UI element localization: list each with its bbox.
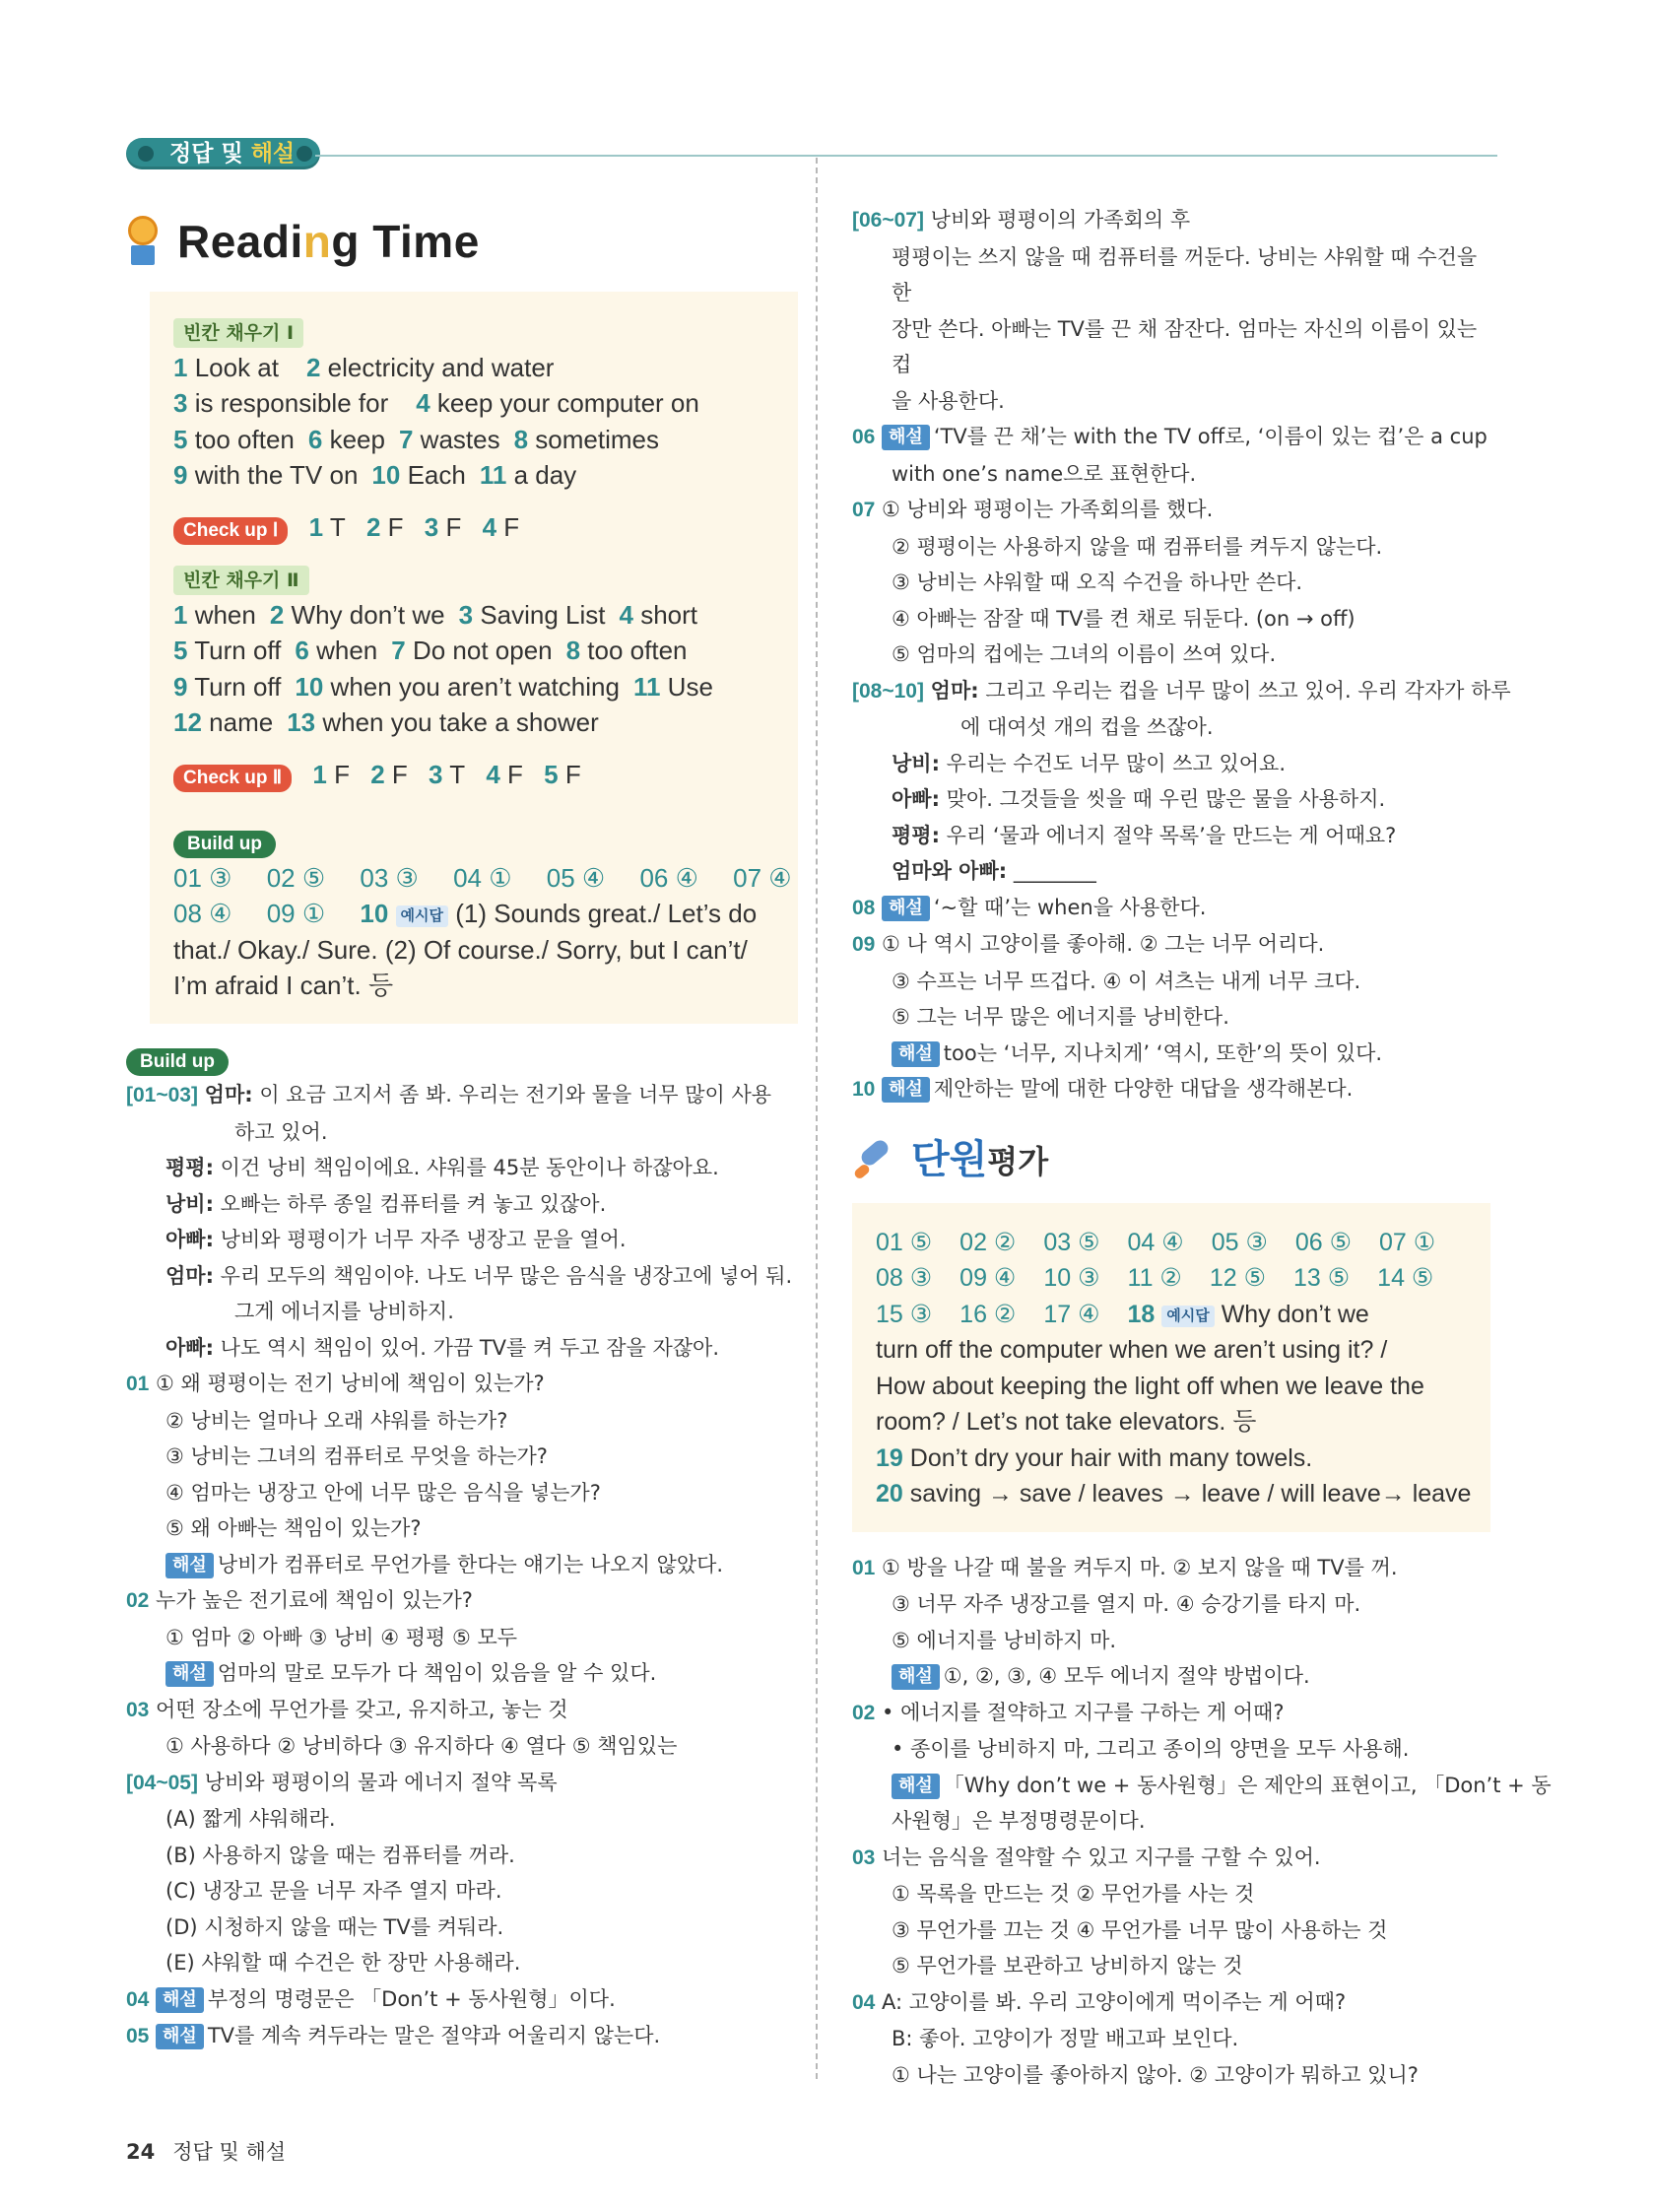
- answer-item: 07 ④: [733, 862, 792, 893]
- answer-item: 08 ④: [173, 899, 232, 928]
- answer-text: F: [499, 759, 523, 789]
- column-divider: [816, 158, 818, 2079]
- answer-number: 8: [513, 424, 529, 454]
- answer-number: 7: [391, 636, 406, 665]
- answer-item: 13 ⑤: [1293, 1264, 1351, 1292]
- footer-label: 정답 및 해설: [172, 2140, 287, 2164]
- answer-number: 4: [619, 599, 633, 630]
- speaker: 엄마:: [204, 1083, 253, 1106]
- answer-item: 05 ③: [1211, 1228, 1268, 1256]
- question-number: 01: [852, 1556, 876, 1579]
- answer-number: 2: [305, 352, 321, 382]
- answer-item: 05 ④: [546, 862, 606, 893]
- explanation-text: 제안하는 말에 대한 다양한 대답을 생각해본다.: [933, 1077, 1354, 1101]
- answer-text: wastes: [413, 424, 500, 454]
- question-number: 01: [126, 1373, 150, 1395]
- explanation-text: ①, ②, ③, ④ 모두 에너지 절약 방법이다.: [943, 1664, 1310, 1688]
- answer-text: T: [442, 759, 466, 789]
- answer-item: 06 ⑤: [1294, 1228, 1353, 1256]
- list-line: (D) 시청하지 않을 때는 TV를 켜둬라.: [165, 1914, 504, 1939]
- pill-dot-icon: [297, 146, 312, 162]
- unit-eval-title-a: 단원: [911, 1137, 988, 1183]
- speaker: 낭비:: [165, 1191, 214, 1216]
- option-line: ⑤ 왜 아빠는 책임이 있는가?: [165, 1516, 422, 1540]
- option-line: ③ 낭비는 샤워할 때 오직 수건을 하나만 쓴다.: [892, 570, 1303, 594]
- question-number: 06: [852, 426, 876, 448]
- question-number: 05: [126, 2025, 150, 2047]
- answer-text: Each: [400, 460, 466, 490]
- check-up-2-tag: Check up Ⅱ: [173, 765, 292, 792]
- answer-text: turn off the computer when we aren’t using it? /: [876, 1336, 1388, 1364]
- build-up-explain-tag: Build up: [126, 1048, 229, 1076]
- answer-text: Look at: [187, 352, 279, 382]
- answer-number: 11: [632, 671, 661, 702]
- question-range: [08~10]: [852, 679, 924, 703]
- example-answer-tag: 예시답: [396, 905, 448, 927]
- speaker: 엄마:: [930, 678, 979, 703]
- answer-item: 08 ③: [876, 1264, 933, 1292]
- header-rule: [315, 155, 1497, 157]
- answer-text: F: [384, 759, 408, 789]
- explanation-tag: 해설: [882, 1077, 930, 1103]
- rocket-icon: [852, 1139, 897, 1184]
- explanation-tag: 해설: [156, 2024, 204, 2049]
- answer-number: 12: [173, 707, 202, 737]
- speaker: 평평:: [165, 1156, 214, 1179]
- answer-text: (1) Sounds great./ Let’s do: [448, 899, 758, 928]
- answer-item: 14 ⑤: [1377, 1264, 1434, 1292]
- question-range: [04~05]: [126, 1771, 198, 1794]
- dialogue-line: 우리는 수건도 너무 많이 쓰고 있어요.: [939, 751, 1287, 775]
- build-up-explanations: [126, 1077, 793, 2055]
- option-line: ④ 엄마는 냉장고 안에 너무 많은 음식을 넣는가?: [165, 1480, 601, 1505]
- explanation-tag: 해설: [165, 1661, 214, 1687]
- explanation-text: ‘~할 때’는 when을 사용한다.: [933, 895, 1207, 919]
- option-line: ① 낭비와 평평이는 가족회의를 했다.: [882, 498, 1214, 521]
- explanation-text: 낭비가 컴퓨터로 무언가를 한다는 얘기는 나오지 않았다.: [217, 1552, 724, 1576]
- dialogue-line: 에 대여섯 개의 컵을 쓰잖아.: [960, 715, 1214, 739]
- answer-text: Why don’t we: [284, 599, 445, 630]
- explanation-tag: 해설: [165, 1553, 214, 1578]
- answer-item: 10 ③: [1043, 1264, 1100, 1292]
- answer-text: How about keeping the light off when we leave the: [876, 1372, 1424, 1400]
- reading-time-title: [126, 207, 776, 276]
- option-line: ② 낭비는 얼마나 오래 샤워를 하는가?: [165, 1408, 508, 1433]
- option-line: ① 왜 평평이는 전기 낭비에 책임이 있는가?: [156, 1372, 545, 1395]
- build-up-answers: [173, 860, 792, 1004]
- answer-text: F: [496, 511, 520, 542]
- answer-text: room? / Let’s not take elevators. 등: [876, 1408, 1257, 1436]
- question-number: 04: [126, 1987, 150, 2011]
- answer-text: keep your computer on: [430, 388, 699, 418]
- question-number: 07: [852, 499, 876, 521]
- dialogue-line: 그게 에너지를 낭비하지.: [234, 1300, 454, 1323]
- answer-number: 9: [173, 460, 188, 490]
- dialogue-line: 우리 ‘물과 에너지 절약 목록’을 만드는 게 어때요?: [939, 823, 1397, 847]
- answer-text: that./ Okay./ Sure. (2) Of course./ Sorry, but I can’t/: [173, 934, 748, 965]
- option-line: • 종이를 낭비하지 마, 그리고 종이의 양면을 모두 사용해.: [892, 1737, 1410, 1761]
- answer-item: 09 ①: [266, 899, 326, 928]
- answer-text: I’m afraid I can’t. 등: [173, 971, 394, 1000]
- answer-item: 04 ①: [453, 862, 512, 893]
- answer-number: 19: [876, 1443, 903, 1472]
- reading-time-title-a: Readi: [177, 215, 303, 267]
- dialogue-line: 이건 낭비 책임이에요. 샤워를 45분 동안이나 하잖아요.: [213, 1156, 719, 1179]
- option-line: ③ 낭비는 그녀의 컴퓨터로 무엇을 하는가?: [165, 1444, 548, 1468]
- answer-text: electricity and water: [320, 352, 555, 382]
- dialogue-line: 우리 모두의 책임이야. 나도 너무 많은 음식을 냉장고에 넣어 둬.: [213, 1263, 793, 1288]
- check-up-1-tag: Check up Ⅰ: [173, 517, 288, 545]
- answer-text: Don’t dry your hair with many towels.: [902, 1443, 1313, 1472]
- answer-item: 03 ③: [360, 862, 419, 893]
- answer-item: 01 ⑤: [876, 1228, 933, 1256]
- answer-text: F: [326, 759, 350, 789]
- answer-item: 11 ②: [1127, 1264, 1182, 1292]
- explanation-text: too는 ‘너무, 지나치게’ ‘역시, 또한’의 뜻이 있다.: [943, 1040, 1383, 1065]
- explanation-tag: 해설: [882, 896, 930, 921]
- explanation-tag: 해설: [156, 1987, 204, 2013]
- option-line: ③ 수프는 너무 뜨겁다. ④ 이 셔츠는 내게 너무 크다.: [892, 969, 1361, 993]
- answer-number: 1: [312, 759, 327, 789]
- fill-blank-1-tag: 빈칸 채우기 Ⅰ: [173, 318, 303, 348]
- question-text: 낭비와 평평이의 물과 에너지 절약 목록: [204, 1770, 558, 1794]
- answer-number: 3: [429, 759, 443, 789]
- speaker: 아빠:: [892, 787, 940, 811]
- question-text: 어떤 장소에 무언가를 갖고, 유지하고, 놓는 것: [156, 1697, 568, 1721]
- answer-item: 15 ③: [876, 1300, 933, 1328]
- dialogue-line: 나도 역시 책임이 있어. 가끔 TV를 켜 두고 잠을 자잖아.: [213, 1335, 719, 1360]
- answer-number: 2: [365, 511, 381, 542]
- answer-number: 8: [565, 636, 581, 665]
- answer-number: 3: [173, 388, 188, 418]
- answer-text: Do not open: [405, 636, 553, 665]
- speaker: 평평:: [892, 823, 940, 847]
- answer-number: 2: [370, 759, 385, 789]
- answer-item: 03 ⑤: [1043, 1228, 1100, 1256]
- answer-number: 3: [458, 599, 474, 630]
- answer-text: T: [323, 511, 346, 542]
- answer-number: 20: [876, 1480, 903, 1508]
- speaker: 낭비:: [892, 751, 940, 775]
- answer-text: saving → save / leaves → leave / will leave→ leave: [902, 1480, 1472, 1508]
- option-line: ③ 무언가를 끄는 것 ④ 무언가를 너무 많이 사용하는 것: [892, 1917, 1388, 1942]
- right-column: [852, 202, 1552, 2093]
- speaker: 엄마와 아빠:: [892, 859, 1008, 883]
- question-number: 02: [126, 1589, 150, 1612]
- section-header: [126, 138, 320, 169]
- answer-number: 2: [269, 599, 285, 630]
- passage-line: 평평이는 쓰지 않을 때 컴퓨터를 꺼둔다. 낭비는 샤워할 때 수건을 한: [892, 244, 1478, 304]
- unit-eval-title-b: 평가: [987, 1143, 1049, 1181]
- question-number: 04: [852, 1990, 876, 2014]
- answer-item: 01 ③: [173, 862, 232, 893]
- question-number: 08: [852, 896, 876, 919]
- question-range: [06~07]: [852, 209, 924, 232]
- header-label-a: 정답 및: [169, 141, 243, 167]
- answer-number: 1: [173, 352, 188, 382]
- reading-lamp-icon: [126, 216, 160, 267]
- option-line: ② 평평이는 사용하지 않을 때 컴퓨터를 켜두지 않는다.: [892, 534, 1383, 559]
- answer-item: 17 ④: [1043, 1300, 1100, 1328]
- fill-blank-1-answers: [173, 350, 774, 494]
- answer-text: is responsible for: [187, 388, 389, 418]
- answer-text: short: [632, 599, 697, 630]
- answer-text: Saving List: [473, 599, 606, 630]
- answer-number: 9: [173, 671, 188, 702]
- option-line: ⑤ 에너지를 낭비하지 마.: [892, 1628, 1117, 1652]
- answer-text: when: [187, 599, 256, 630]
- answer-text: too often: [580, 636, 688, 665]
- answer-number: 13: [287, 707, 316, 737]
- dialogue-line: 그리고 우리는 컵을 너무 많이 쓰고 있어. 우리 각자가 하루: [978, 678, 1511, 703]
- explanation-text: 부정의 명령문은 「Don’t + 동사원형」이다.: [207, 1986, 616, 2011]
- explanation-tag: 해설: [882, 425, 930, 450]
- speaker: 아빠:: [165, 1335, 214, 1360]
- answer-text: Why don’t we: [1214, 1300, 1369, 1328]
- answer-text: name: [201, 707, 274, 737]
- explanation-text: 「Why don’t we + 동사원형」은 제안의 표현이고, 「Don’t + 동: [943, 1773, 1552, 1797]
- answer-text: keep: [322, 424, 385, 454]
- check-up-2-answers: [173, 757, 774, 793]
- dialogue-line: A: 고양이를 봐. 우리 고양이에게 먹이주는 게 어때?: [882, 1989, 1347, 2014]
- answer-item: 04 ④: [1127, 1228, 1184, 1256]
- passage-line: 을 사용한다.: [892, 388, 1005, 413]
- page-footer: [126, 2136, 286, 2166]
- question-number: 03: [126, 1698, 150, 1721]
- answer-number: 10: [371, 460, 401, 490]
- dialogue-line: 낭비와 평평이가 너무 자주 냉장고 문을 열어.: [213, 1228, 627, 1251]
- answer-text: Turn off: [187, 671, 282, 702]
- answer-number: 4: [482, 511, 497, 542]
- question-number: 03: [852, 1845, 876, 1869]
- answer-number: 1: [173, 599, 188, 630]
- answer-item: 18: [1127, 1300, 1156, 1328]
- question-number: 02: [852, 1701, 876, 1724]
- explanation-text: with one’s name으로 표현한다.: [892, 461, 1197, 486]
- section-header-pill: [126, 138, 320, 169]
- unit-eval-title: [852, 1130, 1502, 1193]
- header-label-b: 해설: [250, 141, 296, 167]
- answer-text: F: [558, 759, 581, 789]
- answer-text: sometimes: [528, 424, 659, 454]
- option-line: ① 나 역시 고양이를 좋아해. ② 그는 너무 어리다.: [882, 932, 1325, 956]
- fill-blank-2-tag: 빈칸 채우기 Ⅱ: [173, 566, 309, 595]
- answer-text: F: [380, 511, 404, 542]
- answer-item: 06 ④: [639, 862, 698, 893]
- dialogue-line: B: 좋아. 고양이가 정말 배고파 보인다.: [892, 2027, 1239, 2050]
- answer-text: with the TV on: [187, 460, 359, 490]
- pill-dot-icon: [138, 146, 154, 162]
- unit-eval-answer-box: [852, 1203, 1490, 1532]
- option-line: ③ 너무 자주 냉장고를 열지 마. ④ 승강기를 타지 마.: [892, 1592, 1361, 1616]
- option-line: ⑤ 그는 너무 많은 에너지를 낭비한다.: [892, 1005, 1229, 1029]
- question-range: [01~03]: [126, 1084, 198, 1106]
- passage-line: 장만 쓴다. 아빠는 TV를 끈 채 잠잔다. 엄마는 자신의 이름이 있는 컵: [892, 316, 1478, 376]
- left-column: [126, 207, 793, 2055]
- build-up-tag: Build up: [173, 831, 276, 858]
- answer-number: 1: [308, 511, 324, 542]
- reading-time-title-c: g Time: [331, 215, 480, 267]
- answer-number: 6: [307, 424, 323, 454]
- fill-blank-2-answers: [173, 597, 774, 741]
- answer-text: Turn off: [187, 636, 282, 665]
- explanation-text: 사원형」은 부정명령문이다.: [892, 1809, 1146, 1833]
- answer-number: 5: [173, 636, 188, 665]
- question-text: 너는 음식을 절약할 수 있고 지구를 구할 수 있어.: [882, 1844, 1321, 1869]
- answer-item: 12 ⑤: [1209, 1264, 1266, 1292]
- answer-item: 16 ②: [959, 1300, 1017, 1328]
- page-number: 24: [126, 2140, 156, 2164]
- answer-item: 10: [360, 899, 389, 928]
- explanation-tag: 해설: [892, 1774, 940, 1799]
- option-line: ① 나는 고양이를 좋아하지 않아. ② 고양이가 뭐하고 있니?: [892, 2062, 1419, 2087]
- explanation-text: 엄마의 말로 모두가 다 책임이 있음을 알 수 있다.: [217, 1661, 657, 1685]
- list-line: (B) 사용하지 않을 때는 컴퓨터를 꺼라.: [165, 1843, 515, 1867]
- reading-time-answer-box: [150, 292, 798, 1024]
- dialogue-line: 이 요금 고지서 좀 봐. 우리는 전기와 물을 너무 많이 사용: [252, 1083, 772, 1106]
- answer-item: 09 ④: [959, 1264, 1017, 1292]
- speaker: 엄마:: [165, 1263, 214, 1288]
- option-line: • 에너지를 절약하고 지구를 구하는 게 어때?: [882, 1700, 1285, 1724]
- option-line: ① 방을 나갈 때 불을 켜두지 마. ② 보지 않을 때 TV를 꺼.: [882, 1555, 1398, 1579]
- answer-text: Use: [660, 671, 713, 702]
- explanation-tag: 해설: [892, 1664, 940, 1690]
- check-up-1-answers: [173, 509, 774, 546]
- answer-text: when you take a shower: [315, 707, 599, 737]
- example-answer-tag: 예시답: [1161, 1306, 1214, 1327]
- answer-number: 5: [173, 424, 188, 454]
- explanation-text: ‘TV를 끈 채’는 with the TV off로, ‘이름이 있는 컵’은 a cup: [933, 425, 1488, 448]
- question-text: 낭비와 평평이의 가족회의 후: [930, 208, 1191, 232]
- answer-number: 10: [295, 671, 324, 702]
- answer-item: 07 ①: [1379, 1228, 1436, 1256]
- speaker: 아빠:: [165, 1228, 214, 1251]
- reading-time-title-b: n: [302, 215, 332, 267]
- question-number: 09: [852, 933, 876, 956]
- option-line: ⑤ 엄마의 컵에는 그녀의 이름이 쓰여 있다.: [892, 642, 1277, 666]
- answer-number: 4: [486, 759, 500, 789]
- question-text: 누가 높은 전기료에 책임이 있는가?: [156, 1588, 473, 1612]
- list-line: (A) 짧게 샤워해라.: [165, 1807, 336, 1831]
- option-line: ① 목록을 만드는 것 ② 무언가를 사는 것: [892, 1882, 1255, 1906]
- answer-text: when you aren’t watching: [323, 671, 620, 702]
- answer-number: 3: [424, 511, 439, 542]
- list-line: (E) 샤워할 때 수건은 한 장만 사용해라.: [165, 1951, 521, 1975]
- answer-number: 5: [544, 759, 559, 789]
- dialogue-line: 맞아. 그것들을 씻을 때 우린 많은 물을 사용하지.: [939, 787, 1386, 811]
- explanation-text: TV를 계속 켜두라는 말은 절약과 어울리지 않는다.: [207, 2024, 661, 2047]
- list-line: (C) 냉장고 문을 너무 자주 열지 마라.: [165, 1879, 502, 1903]
- dialogue-line: 하고 있어.: [234, 1119, 328, 1144]
- answer-text: F: [438, 511, 462, 542]
- answer-number: 11: [479, 460, 507, 490]
- answer-text: when: [308, 636, 378, 665]
- dialogue-line: ________: [1007, 859, 1096, 883]
- answer-number: 6: [295, 636, 309, 665]
- option-line: ① 엄마 ② 아빠 ③ 낭비 ④ 평평 ⑤ 모두: [165, 1625, 518, 1649]
- answer-text: a day: [506, 460, 577, 490]
- answer-item: 02 ②: [959, 1228, 1017, 1256]
- option-line: ④ 아빠는 잠잘 때 TV를 켠 채로 뒤둔다. (on → off): [892, 606, 1355, 631]
- answer-text: too often: [187, 424, 295, 454]
- dialogue-line: 오빠는 하루 종일 컴퓨터를 켜 놓고 있잖아.: [213, 1191, 607, 1216]
- option-line: ⑤ 무언가를 보관하고 낭비하지 않는 것: [892, 1954, 1243, 1977]
- option-line: ① 사용하다 ② 낭비하다 ③ 유지하다 ④ 열다 ⑤ 책임있는: [165, 1734, 678, 1758]
- question-number: 10: [852, 1078, 876, 1101]
- answer-item: 02 ⑤: [266, 862, 326, 893]
- answer-number: 4: [416, 388, 430, 418]
- explanation-tag: 해설: [892, 1041, 940, 1067]
- answer-number: 7: [398, 424, 414, 454]
